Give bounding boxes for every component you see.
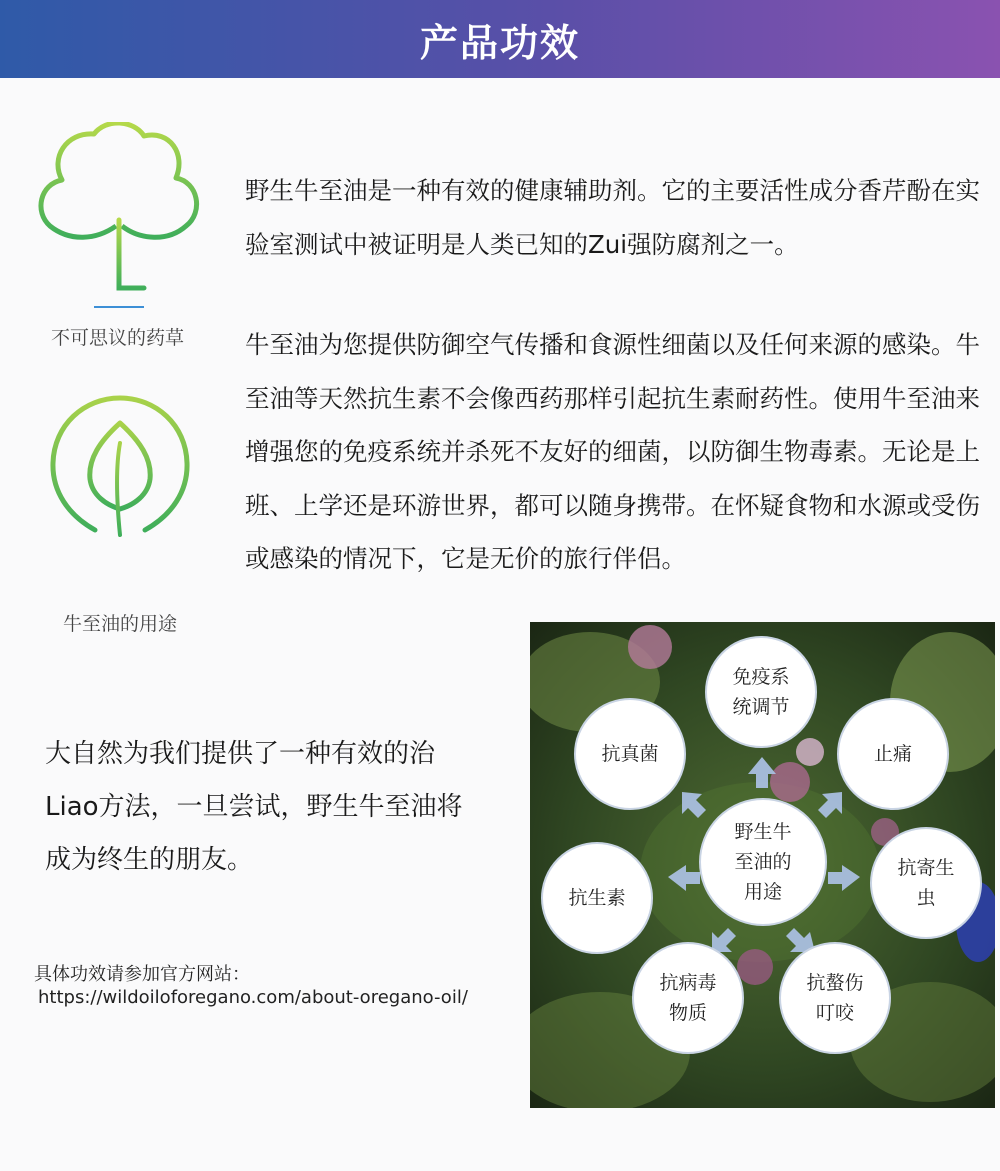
node-immune: 免疫系 统调节 — [705, 636, 817, 748]
intro-paragraph: 野生牛至油是一种有效的健康辅助剂。它的主要活性成分香芹酚在实验室测试中被证明是人类已知的Zui强防腐剂之一。 — [245, 176, 980, 259]
node-pain-relief: 止痛 — [837, 698, 949, 810]
arrow-up — [748, 757, 776, 788]
benefits-paragraph: 牛至油为您提供防御空气传播和食源性细菌以及任何来源的感染。牛至油等天然抗生素不会像西药那样引起抗生素耐药性。使用牛至油来增强您的免疫系统并杀死不友好的细菌，以防御生物毒素。无论是上班、上学还是环游世界，都可以随身携带。在怀疑食物和水源或受伤或感染的情况下，它是无价的旅行伴侣。 — [245, 330, 980, 573]
reference-label: 具体功效请参加官方网站： — [34, 964, 250, 985]
node-bite-sting: 抗螯伤 叮咬 — [779, 942, 891, 1054]
diagram-center — [699, 798, 827, 926]
page-title: 产品功效 — [419, 20, 580, 65]
oregano-photo-diagram — [530, 622, 995, 1108]
node-antibiotic: 抗生素 — [541, 842, 653, 954]
reference-link[interactable]: https://wildoiloforegano.com/about-oregano-oil/ — [38, 987, 468, 1008]
node-antifungal: 抗真菌 — [574, 698, 686, 810]
caption-divider — [94, 306, 144, 308]
node-antiparasitic: 抗寄生 虫 — [870, 827, 982, 939]
diagram-center-label: 野生牛 至油的 用途 — [734, 821, 792, 903]
header-banner — [0, 0, 1000, 78]
node-antiviral: 抗病毒 物质 — [632, 942, 744, 1054]
clover-caption: 不可思议的药草 — [50, 327, 184, 349]
bulb-caption: 牛至油的用途 — [62, 613, 177, 635]
summary-paragraph: 大自然为我们提供了一种有效的治Liao方法，一旦尝试，野生牛至油将成为终生的朋友。 — [45, 739, 463, 875]
clover-icon — [36, 122, 201, 292]
leaf-bulb-icon — [50, 395, 190, 575]
